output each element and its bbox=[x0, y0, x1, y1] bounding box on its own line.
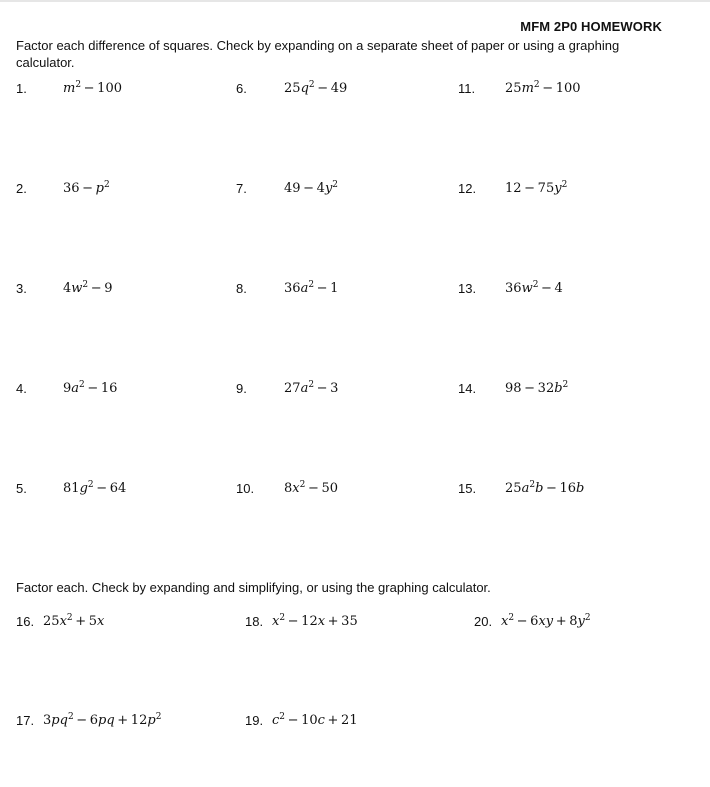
problem-expression: $3pq^2 - 6pq + 12p^2$ bbox=[43, 712, 162, 728]
problem-expression: $x^2 - 6xy + 8y^2$ bbox=[501, 613, 591, 629]
problem-number: 13. bbox=[458, 281, 477, 296]
problem-expression: $25q^2 - 49$ bbox=[284, 80, 348, 96]
problem-number: 18. bbox=[245, 614, 264, 629]
problem-number: 3. bbox=[16, 281, 27, 296]
problem-expression: $9a^2 - 16$ bbox=[63, 380, 118, 396]
problem-number: 17. bbox=[16, 713, 35, 728]
problem-expression: $x^2 - 12x + 35$ bbox=[272, 613, 358, 629]
problem-expression: $25x^2 + 5x$ bbox=[43, 613, 105, 629]
problem-expression: $12 - 75y^2$ bbox=[505, 180, 568, 196]
problem-number: 16. bbox=[16, 614, 35, 629]
problem-number: 11. bbox=[458, 81, 476, 96]
problem-number: 20. bbox=[474, 614, 493, 629]
problem-expression: $36a^2 - 1$ bbox=[284, 280, 339, 296]
problem-expression: $25m^2 - 100$ bbox=[505, 80, 581, 96]
problem-number: 1. bbox=[16, 81, 27, 96]
problem-number: 14. bbox=[458, 381, 477, 396]
problem-number: 5. bbox=[16, 481, 27, 496]
problem-expression: $25a^2b - 16b$ bbox=[505, 480, 585, 496]
problem-number: 15. bbox=[458, 481, 477, 496]
problem-number: 4. bbox=[16, 381, 27, 396]
problem-expression: $36 - p^2$ bbox=[63, 180, 110, 196]
problem-expression: $8x^2 - 50$ bbox=[284, 480, 339, 496]
problem-number: 2. bbox=[16, 181, 27, 196]
problem-expression: $49 - 4y^2$ bbox=[284, 180, 339, 196]
problem-number: 8. bbox=[236, 281, 247, 296]
problem-expression: $98 - 32b^2$ bbox=[505, 380, 569, 396]
instructions-difference-of-squares: Factor each difference of squares. Check by expanding on a separate sheet of paper or using a graphing calculator. bbox=[16, 38, 620, 70]
instructions-factor-each: Factor each. Check by expanding and simplifying, or using the graphing calculator. bbox=[16, 580, 491, 595]
problem-number: 7. bbox=[236, 181, 247, 196]
problem-expression: $4w^2 - 9$ bbox=[63, 280, 113, 296]
page-title: MFM 2P0 HOMEWORK bbox=[520, 19, 662, 34]
problem-expression: $c^2 - 10c + 21$ bbox=[272, 712, 358, 728]
problem-number: 12. bbox=[458, 181, 477, 196]
problem-number: 19. bbox=[245, 713, 264, 728]
page-top-border bbox=[0, 0, 710, 2]
problem-expression: $m^2 - 100$ bbox=[63, 80, 122, 96]
problem-expression: $27a^2 - 3$ bbox=[284, 380, 339, 396]
problem-expression: $36w^2 - 4$ bbox=[505, 280, 563, 296]
problem-number: 9. bbox=[236, 381, 247, 396]
problem-number: 10. bbox=[236, 481, 255, 496]
problem-expression: $81g^2 - 64$ bbox=[63, 480, 127, 496]
problem-number: 6. bbox=[236, 81, 247, 96]
